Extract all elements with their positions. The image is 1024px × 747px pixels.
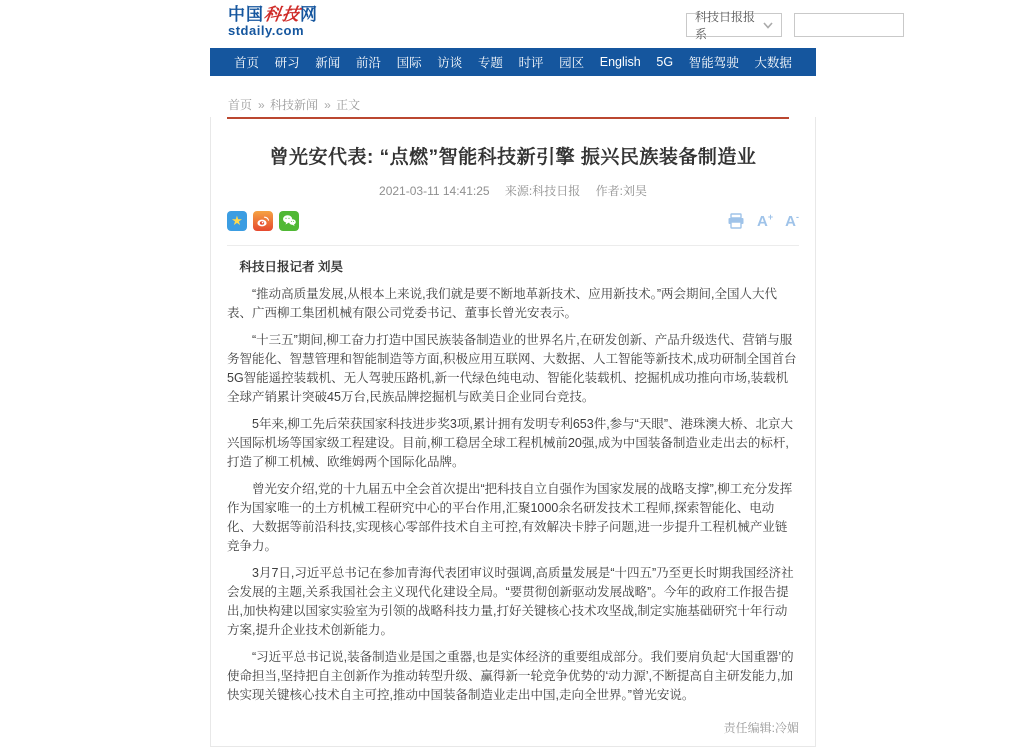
print-icon[interactable] (727, 213, 745, 229)
nav-item-english[interactable]: English (599, 55, 641, 69)
article-container (210, 117, 816, 747)
editor-credit: 责任编辑:冷媚 (723, 720, 799, 735)
nav-item-international[interactable]: 国际 (396, 56, 422, 70)
breadcrumb-current: 正文 (336, 98, 361, 112)
site-logo-cn (228, 6, 318, 24)
minus-sign: - (796, 211, 799, 222)
nav-item-home[interactable]: 首页 (234, 56, 260, 70)
article-meta (211, 182, 815, 199)
site-container (210, 0, 816, 735)
nav-item-news[interactable]: 新闻 (315, 56, 341, 70)
logo-cn-right: 网 (300, 5, 318, 24)
breadcrumb-home[interactable]: 首页 (228, 98, 253, 112)
nav-item-interview[interactable]: 访谈 (437, 56, 463, 70)
article-top-rule (227, 117, 789, 119)
font-label: A (757, 212, 768, 230)
article-title: 曾光安代表: “点燃”智能科技新引擎 振兴民族装备制造业 (269, 147, 757, 168)
article-body (211, 246, 815, 705)
weibo-share-icon[interactable] (253, 211, 273, 231)
font-label: A (785, 212, 796, 230)
logo-cn-left: 中国 (228, 5, 264, 24)
article-toolbar (227, 209, 799, 233)
nav-item-park[interactable]: 园区 (559, 56, 585, 70)
display-controls (727, 213, 799, 229)
qzone-share-icon[interactable] (227, 211, 247, 231)
site-header (210, 0, 816, 48)
nav-item-frontier[interactable]: 前沿 (355, 56, 381, 70)
logo-cn-mid: 科技 (262, 5, 302, 24)
site-logo[interactable] (228, 6, 318, 37)
article-source: 来源:科技日报 (504, 183, 581, 198)
nav-item-commentary[interactable]: 时评 (518, 56, 544, 70)
article-paragraph: “推动高质量发展,从根本上来说,我们就是要不断地革新技术、应用新技术。”两会期间,全国人大代表、广西柳工集团机械有限公司党委书记、董事长曾光安表示。 (227, 286, 777, 320)
nav-item-yanxi[interactable]: 研习 (274, 56, 300, 70)
paper-series-select-label: 科技日报报系 (695, 10, 756, 41)
nav-item-special[interactable]: 专题 (477, 56, 503, 70)
share-bar (227, 211, 299, 231)
nav-item-big-data[interactable]: 大数据 (754, 56, 792, 70)
reporter-byline: 科技日报记者 刘昊 (239, 259, 343, 274)
article-paragraph: 5年来,柳工先后荣获国家科技进步奖3项,累计拥有发明专利653件,参与“天眼”、港珠澳大桥、北京大兴国际机场等国家级工程建设。目前,柳工稳居全球工程机械前20强,成为中国装备制造业走出去的标杆,打造了柳工机械、欧维姆两个国际化品牌。 (227, 416, 794, 469)
breadcrumb-separator: » (324, 98, 331, 112)
site-logo-domain: stdaily.com (228, 22, 305, 38)
secondary-select-clipped[interactable] (794, 13, 904, 37)
breadcrumb-section[interactable]: 科技新闻 (270, 98, 319, 112)
font-increase-button[interactable] (757, 213, 773, 229)
nav-item-5g[interactable]: 5G (656, 55, 674, 69)
article-datetime: 2021-03-11 14:41:25 (379, 183, 490, 198)
article-author: 作者:刘昊 (595, 183, 647, 198)
article-paragraph: “十三五”期间,柳工奋力打造中国民族装备制造业的世界名片,在研发创新、产品升级迭代、营销与服务智能化、智慧管理和智能制造等方面,积极应用互联网、大数据、人工智能等新技术,成功研制全国首台5G智能遥控装载机、无人驾驶压路机,新一代绿色纯电动、智能化装载机、挖掘机成功推向市场,装载机全球产销累计突破45万台,民族品牌挖掘机与欧美日企业同台竞技。 (227, 332, 797, 404)
plus-sign: + (767, 211, 774, 222)
chevron-down-icon (763, 22, 773, 29)
wechat-share-icon[interactable] (279, 211, 299, 231)
main-nav (210, 48, 816, 76)
breadcrumb (228, 96, 798, 113)
nav-item-smart-driving[interactable]: 智能驾驶 (688, 56, 739, 70)
article-paragraph: 曾光安介绍,党的十九届五中全会首次提出“把科技自立自强作为国家发展的战略支撑”,柳工充分发挥作为国家唯一的土方机械工程研究中心的平台作用,汇聚1000余名研发技术工程师,探索智能化、电动化、大数据等前沿科技,实现核心零部件技术自主可控,有效解决卡脖子问题,进一步提升工程机械产业链竞争力。 (227, 481, 793, 553)
article-paragraph: 3月7日,习近平总书记在参加青海代表团审议时强调,高质量发展是“十四五”乃至更长时期我国经济社会发展的主题,关系我国社会主义现代化建设全局。“要贯彻创新驱动发展战略”。今年的政府工作报告提出,加快构建以国家实验室为引领的战略科技力量,打好关键核心技术攻坚战,制定实施基础研究十年行动方案,提升企业技术创新能力。 (227, 565, 794, 637)
font-decrease-button[interactable] (785, 213, 799, 229)
star-glyph: ★ (231, 212, 243, 228)
paper-series-select[interactable] (686, 10, 782, 41)
article-paragraph: “习近平总书记说,装备制造业是国之重器,也是实体经济的重要组成部分。我们要肩负起‘大国重器’的使命担当,坚持把自主创新作为推动转型升级、赢得新一轮竞争优势的‘动力源’,不断提高自主研发能力,加快实现关键核心技术自主可控,推动中国装备制造业走出中国,走向全世界。”曾光安说。 (227, 649, 794, 702)
breadcrumb-separator: » (258, 98, 265, 112)
